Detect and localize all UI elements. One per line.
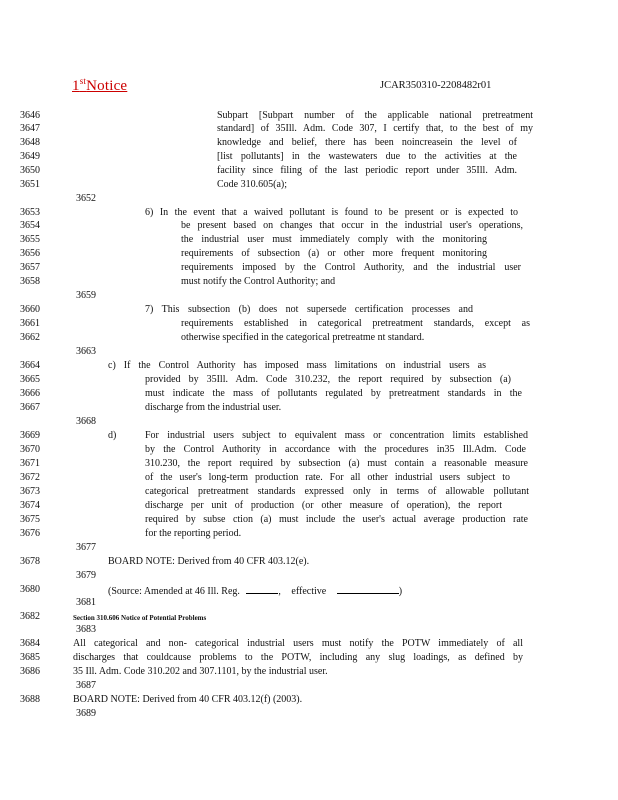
- text-line: discharge per unit of production (or other measure of operation), the report: [145, 500, 502, 511]
- blank-underline: [337, 584, 399, 594]
- line-number: 3689: [76, 708, 96, 719]
- line-number: 3688: [20, 694, 40, 705]
- line-number: 3651: [20, 179, 40, 190]
- line-number: 3667: [20, 402, 40, 413]
- text-line: of the user's long-term production rate. For all other industrial users subject to: [145, 472, 510, 483]
- line-number: 3658: [20, 276, 40, 287]
- line-number: 3662: [20, 332, 40, 343]
- text-line: be present based on changes that occur in the industrial user's operations,: [181, 220, 523, 231]
- text-line: requirements established in categorical pretreatment standards, except as: [181, 318, 530, 329]
- board-note: BOARD NOTE: Derived from 40 CFR 403.12(e).: [108, 556, 310, 567]
- line-number: 3657: [20, 262, 40, 273]
- line-number: 3646: [20, 110, 40, 121]
- line-number: 3680: [20, 584, 40, 595]
- line-number: 3678: [20, 556, 40, 567]
- line-number: 3679: [76, 570, 96, 581]
- blank-underline: [246, 584, 278, 594]
- text-line: the industrial user must immediately comply with the monitoring: [181, 234, 487, 245]
- text-line: provided by 35Ill. Adm. Code 310.232, the report required by subsection (a): [145, 374, 511, 385]
- text-line: must notify the Control Authority; and: [181, 276, 336, 287]
- line-number: 3685: [20, 652, 40, 663]
- line-number: 3687: [76, 680, 96, 691]
- text-line: 35 Ill. Adm. Code 310.202 and 307.1101, by the industrial user.: [73, 666, 328, 677]
- line-number: 3684: [20, 638, 40, 649]
- text-line: categorical pretreatment standards expressed only in terms of allowable pollutant: [145, 486, 529, 497]
- text-line: requirements of subsection (a) or other more frequent monitoring: [181, 248, 487, 259]
- text-line: facility since filing of the last periodic report under 35Ill. Adm.: [217, 165, 517, 176]
- line-number: 3648: [20, 137, 40, 148]
- text-line: standard] of 35Ill. Adm. Code 307, I certify that, to the best of my: [217, 123, 533, 134]
- line-number: 3670: [20, 444, 40, 455]
- line-number: 3655: [20, 234, 40, 245]
- text-line: [list pollutants] in the wastewaters due to the activities at the: [217, 151, 517, 162]
- text-line: by the Control Authority in accordance with the procedures in35 Ill.Adm. Code: [145, 444, 526, 455]
- line-number: 3647: [20, 123, 40, 134]
- text-line: knowledge and belief, there has been noincreasein the level of: [217, 137, 517, 148]
- line-number: 3683: [76, 624, 96, 635]
- line-number: 3666: [20, 388, 40, 399]
- line-number: 3686: [20, 666, 40, 677]
- line-number: 3650: [20, 165, 40, 176]
- text-line: 310.230, the report required by subsection (a) must contain a reasonable measure: [145, 458, 528, 469]
- item-d-label: d): [108, 430, 117, 441]
- line-number: 3652: [76, 193, 96, 204]
- line-number: 3654: [20, 220, 40, 231]
- line-number: 3663: [76, 346, 96, 357]
- text-line: required by subse ction (a) must include the user's actual average production rate: [145, 514, 528, 525]
- text-line: discharges that couldcause problems to the POTW, including any slug loadings, as defined by: [73, 652, 523, 663]
- line-number: 3677: [76, 542, 96, 553]
- text-line: For industrial users subject to equivalent mass or concentration limits established: [145, 430, 528, 441]
- line-number: 3681: [76, 597, 96, 608]
- text-line: for the reporting period.: [145, 528, 242, 539]
- line-number: 3649: [20, 151, 40, 162]
- text-line: All categorical and non- categorical industrial users must notify the POTW immediately of all: [73, 638, 523, 649]
- line-number: 3673: [20, 486, 40, 497]
- board-note: BOARD NOTE: Derived from 40 CFR 403.12(f) (2003).: [73, 694, 303, 705]
- text-line: 7) This subsection (b) does not supersede certification processes and: [145, 304, 473, 315]
- line-number: 3661: [20, 318, 40, 329]
- line-number: 3664: [20, 360, 40, 371]
- source-note: (Source: Amended at 46 Ill. Reg. , effective ): [108, 586, 403, 597]
- text-line: c) If the Control Authority has imposed mass limitations on industrial users as: [108, 360, 486, 371]
- line-number: 3674: [20, 500, 40, 511]
- notice-heading: 1stNotice: [72, 76, 128, 94]
- line-number: 3669: [20, 430, 40, 441]
- text-line: discharge from the industrial user.: [145, 402, 282, 413]
- line-number: 3665: [20, 374, 40, 385]
- line-number: 3659: [76, 290, 96, 301]
- document-id: JCAR350310-2208482r01: [380, 80, 492, 91]
- line-number: 3660: [20, 304, 40, 315]
- line-number: 3682: [20, 611, 40, 622]
- line-number: 3653: [20, 207, 40, 218]
- line-number: 3656: [20, 248, 40, 259]
- text-line: Subpart [Subpart number of the applicable national pretreatment: [217, 110, 533, 121]
- text-line: otherwise specified in the categorical pretreatme nt standard.: [181, 332, 425, 343]
- section-heading: Section 310.606 Notice of Potential Problems: [73, 614, 207, 622]
- line-number: 3676: [20, 528, 40, 539]
- text-line: 6) In the event that a waived pollutant is found to be present or is expected to: [145, 207, 518, 218]
- line-number: 3668: [76, 416, 96, 427]
- line-number: 3672: [20, 472, 40, 483]
- text-line: must indicate the mass of pollutants regulated by pretreatment standards in the: [145, 388, 522, 399]
- line-number: 3671: [20, 458, 40, 469]
- text-line: requirements imposed by the Control Authority, and the industrial user: [181, 262, 521, 273]
- text-line: Code 310.605(a);: [217, 179, 287, 190]
- line-number: 3675: [20, 514, 40, 525]
